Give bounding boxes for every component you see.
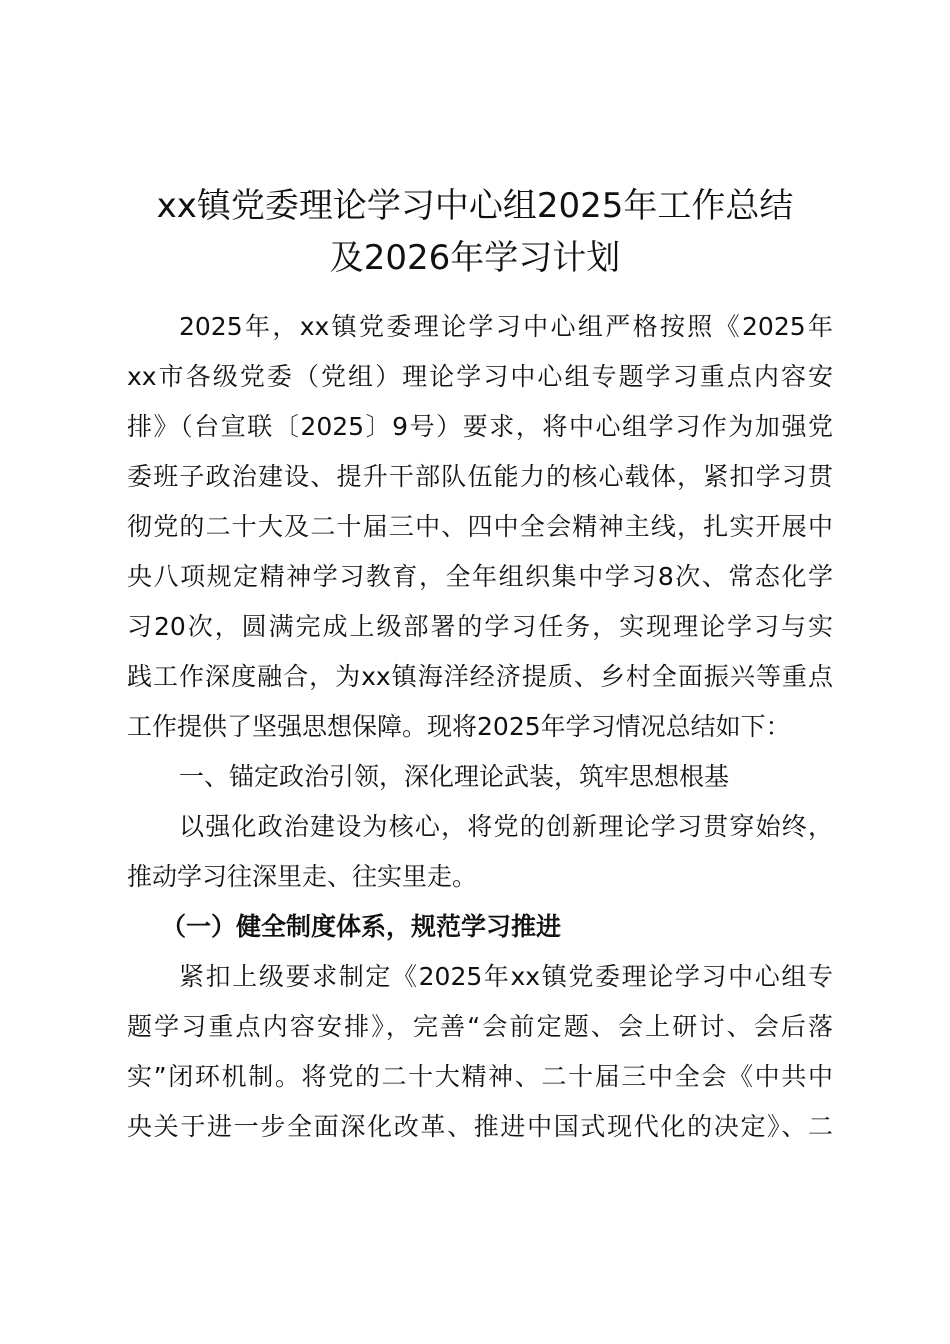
document-title-line-1: xx镇党委理论学习中心组2025年工作总结: [156, 186, 794, 226]
text-line: 2025年，xx镇党委理论学习中心组严格按照《2025年: [179, 312, 833, 341]
text-line: 排》（台宣联〔2025〕9号）要求，将中心组学习作为加强党: [127, 412, 833, 441]
text-line: 实”闭环机制。将党的二十大精神、二十届三中全会《中共中: [127, 1062, 833, 1091]
text-line: 践工作深度融合，为xx镇海洋经济提质、乡村全面振兴等重点: [127, 662, 833, 691]
text-line: 央关于进一步全面深化改革、推进中国式现代化的决定》、二: [127, 1112, 833, 1141]
text-line: 习20次，圆满完成上级部署的学习任务，实现理论学习与实: [127, 612, 833, 641]
paragraph-intro: [127, 302, 833, 752]
document-title-line-2: 及2026年学习计划: [329, 238, 621, 278]
paragraph-section-1: [127, 802, 833, 902]
text-line: 彻党的二十大及二十届三中、四中全会精神主线，扎实开展中: [127, 512, 833, 541]
text-line: 央八项规定精神学习教育，全年组织集中学习8次、常态化学: [127, 562, 833, 591]
text-line: 紧扣上级要求制定《2025年xx镇党委理论学习中心组专: [179, 962, 833, 991]
text-line: xx市各级党委（党组）理论学习中心组专题学习重点内容安: [127, 362, 833, 391]
paragraph-subsection-1: [127, 952, 833, 1152]
subsection-heading-1: （一）健全制度体系，规范学习推进: [161, 912, 562, 941]
text-line: 推动学习往深里走、往实里走。: [127, 862, 478, 891]
text-line: 工作提供了坚强思想保障。现将2025年学习情况总结如下：: [127, 712, 791, 741]
section-heading-1: 一、锚定政治引领，深化理论武装，筑牢思想根基: [179, 762, 730, 791]
document-body: [127, 302, 833, 1152]
text-line: 以强化政治建设为核心，将党的创新理论学习贯穿始终，: [179, 812, 833, 841]
text-line: 题学习重点内容安排》，完善“会前定题、会上研讨、会后落: [127, 1012, 833, 1041]
text-line: 委班子政治建设、提升干部队伍能力的核心载体，紧扣学习贯: [127, 462, 833, 491]
